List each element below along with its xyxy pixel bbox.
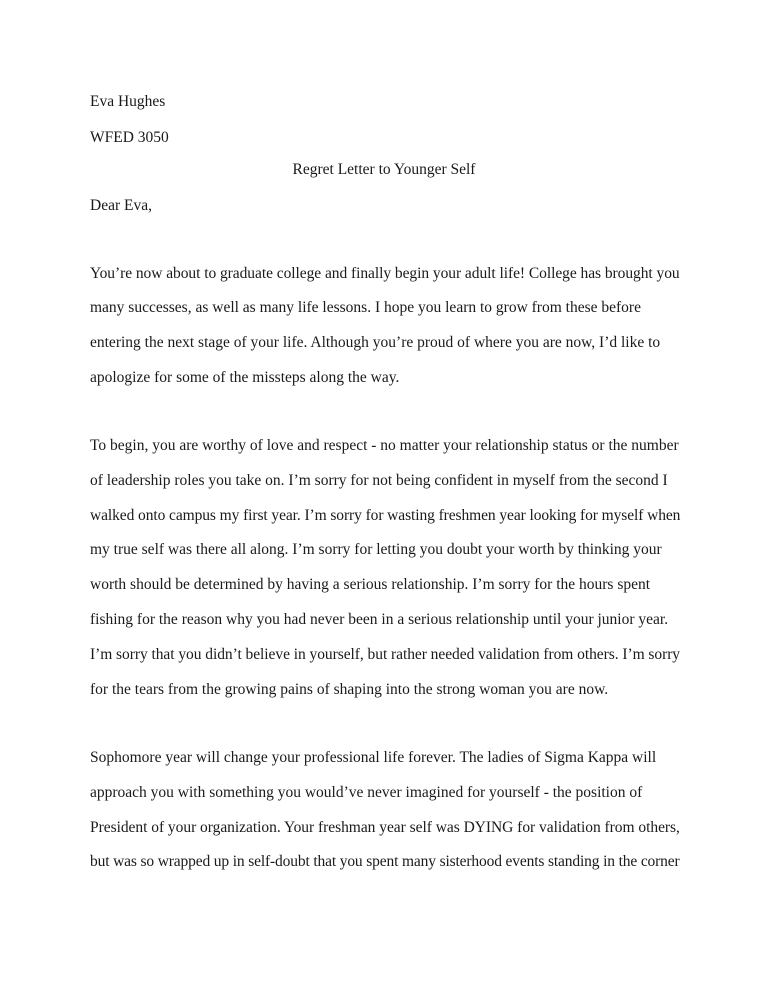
paragraph-2-line-5: worth should be determined by having a serious relationship. I’m sorry for the hours spent — [90, 576, 651, 593]
author-name: Eva Hughes — [90, 93, 166, 110]
paragraph-3-line-3: President of your organization. Your freshman year self was DYING for validation from others, — [90, 819, 680, 836]
paragraph-2-line-1: To begin, you are worthy of love and respect - no matter your relationship status or the number — [90, 437, 679, 454]
paragraph-1-line-4: apologize for some of the missteps along the way. — [90, 369, 400, 386]
document-title — [0, 160, 768, 180]
paragraph-2-line-4: my true self was there all along. I’m sorry for letting you doubt your worth by thinking your — [90, 541, 662, 558]
document-title-text: Regret Letter to Younger Self — [292, 161, 476, 178]
course-code: WFED 3050 — [90, 129, 169, 146]
paragraph-1-line-2: many successes, as well as many life lessons. I hope you learn to grow from these before — [90, 299, 641, 316]
paragraph-2-line-6: fishing for the reason why you had never been in a serious relationship until your junior year. — [90, 611, 669, 628]
paragraph-3-line-4: but was so wrapped up in self-doubt that you spent many sisterhood events standing in the corner — [90, 853, 680, 870]
paragraph-2-line-8: for the tears from the growing pains of shaping into the strong woman you are now. — [90, 681, 609, 698]
salutation: Dear Eva, — [90, 197, 152, 214]
paragraph-2-line-7: I’m sorry that you didn’t believe in yourself, but rather needed validation from others. I’m sorry — [90, 646, 681, 663]
paragraph-1-line-1: You’re now about to graduate college and finally begin your adult life! College has brought you — [90, 265, 680, 282]
paragraph-2-line-3: walked onto campus my first year. I’m sorry for wasting freshmen year looking for myself when — [90, 507, 681, 524]
paragraph-3-line-1: Sophomore year will change your professional life forever. The ladies of Sigma Kappa will — [90, 749, 657, 766]
paragraph-1-line-3: entering the next stage of your life. Although you’re proud of where you are now, I’d like to — [90, 334, 661, 351]
paragraph-3-line-2: approach you with something you would’ve never imagined for yourself - the position of — [90, 784, 643, 801]
paragraph-2-line-2: of leadership roles you take on. I’m sorry for not being confident in myself from the second I — [90, 472, 668, 489]
